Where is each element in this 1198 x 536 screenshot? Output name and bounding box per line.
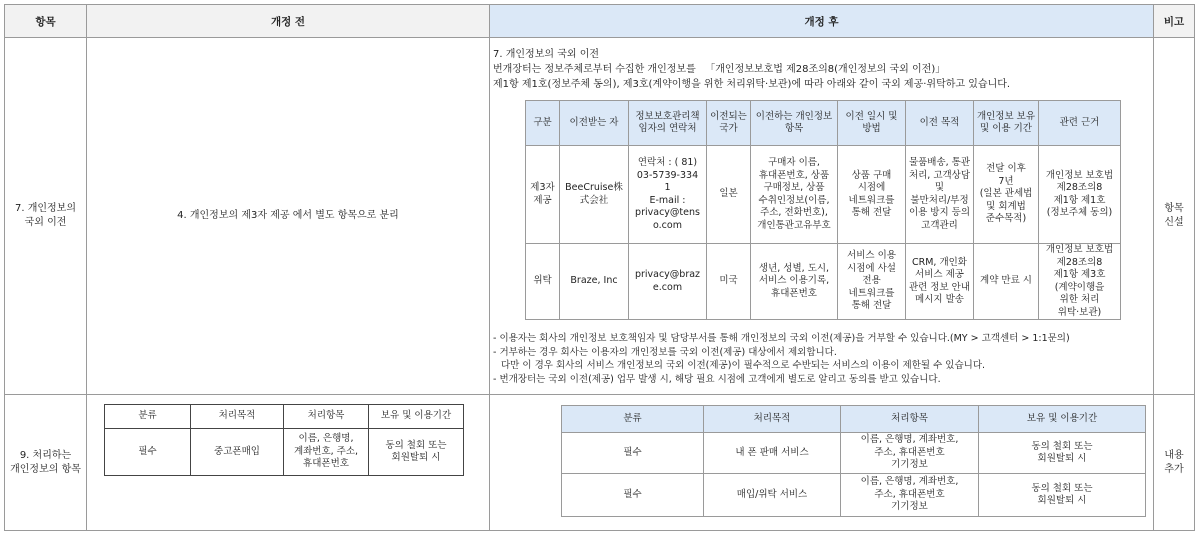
transfer-row [526, 146, 1121, 244]
row2-before [87, 395, 490, 531]
note-line-1: - 이용자는 회사의 개인정보 보호책임자 및 담당부서를 통해 개인정보의 국외 이전(제공)을 거부할 수 있습니다.(MY > 고객센터 > 1:1문의) [493, 333, 1070, 344]
transfer-cell: Braze, Inc [560, 244, 629, 320]
header-note: 비고 [1154, 5, 1195, 38]
transfer-header-3: 이전되는 국가 [707, 101, 751, 146]
section-title: 7. 개인정보의 국외 이전 [493, 49, 600, 60]
row2-item: 9. 처리하는 개인정보의 항목 [5, 395, 87, 531]
header-row [5, 5, 1195, 38]
before-items-cell: 이름, 은행명, 계좌번호, 주소, 휴대폰번호 [284, 429, 369, 476]
transfer-header-5: 이전 일시 및 방법 [838, 101, 906, 146]
after-items-cell: 동의 철회 또는 회원탈퇴 시 [979, 474, 1146, 517]
transfer-cell: 생년, 성별, 도시, 서비스 이용기록, 휴대폰번호 [751, 244, 838, 320]
header-item: 항목 [5, 5, 87, 38]
after-items-cell: 이름, 은행명, 계좌번호, 주소, 휴대폰번호 기기정보 [841, 474, 979, 517]
row2-after [490, 395, 1154, 531]
note-line-2: - 거부하는 경우 회사는 이용자의 개인정보를 국외 이전(제공) 대상에서 제외합니다. [493, 346, 837, 358]
row1-item: 7. 개인정보의 국외 이전 [5, 38, 87, 395]
after-items-row [562, 474, 1146, 517]
transfer-cell: 일본 [707, 146, 751, 244]
before-items-header-3: 보유 및 이용기간 [369, 405, 464, 429]
after-items-header-3: 보유 및 이용기간 [979, 406, 1146, 433]
transfer-cell: 제3자 제공 [526, 146, 560, 244]
transfer-cell: 개인정보 보호법 제28조의8 제1항 제3호 (계약이행을 위한 처리 위탁·보관) [1039, 244, 1121, 320]
after-items-header-1: 처리목적 [704, 406, 841, 433]
row1-note: 항목 신설 [1154, 38, 1195, 395]
transfer-cell: 상품 구매 시점에 네트워크를 통해 전달 [838, 146, 906, 244]
after-header-row [562, 406, 1146, 433]
transfer-header-4: 이전하는 개인정보 항목 [751, 101, 838, 146]
after-items-header-0: 분류 [562, 406, 704, 433]
before-items-cell: 동의 철회 또는 회원탈퇴 시 [369, 429, 464, 476]
after-items-cell: 내 폰 판매 서비스 [704, 433, 841, 474]
transfer-header-8: 관련 근거 [1039, 101, 1121, 146]
row1-after [490, 38, 1154, 395]
transfer-cell: privacy@braz e.com [629, 244, 707, 320]
before-items-cell: 필수 [105, 429, 191, 476]
before-items-cell: 중고폰매입 [191, 429, 284, 476]
before-items-row [105, 429, 464, 476]
after-items-header-2: 처리항목 [841, 406, 979, 433]
transfer-cell: 개인정보 보호법 제28조의8 제1항 제1호 (정보주체 동의) [1039, 146, 1121, 244]
note-line-3: 다만 이 경우 회사의 서비스 개인정보의 국외 이전(제공)이 필수적으로 수반되는 서비스의 이용이 제한될 수 있습니다. [501, 360, 986, 371]
transfer-header-0: 구분 [526, 101, 560, 146]
header-after: 개정 후 [490, 5, 1154, 38]
transfer-header-1: 이전받는 자 [560, 101, 629, 146]
transfer-cell: 구매자 이름, 휴대폰번호, 상품 구매정보, 상품 수취인정보(이름, 주소, 전화번호), 개인통관고유부호 [751, 146, 838, 244]
after-items-table [561, 405, 1146, 517]
transfer-cell: 위탁 [526, 244, 560, 320]
transfer-cell: 물품배송, 통관 처리, 고객상담 및 불만처리/부정 이용 방지 등의 고객관리 [906, 146, 974, 244]
after-items-cell: 이름, 은행명, 계좌번호, 주소, 휴대폰번호 기기정보 [841, 433, 979, 474]
transfer-cell: 계약 만료 시 [974, 244, 1039, 320]
before-header-row [105, 405, 464, 429]
revision-comparison-table [4, 4, 1195, 531]
after-items-row [562, 433, 1146, 474]
transfer-header-7: 개인정보 보유 및 이용 기간 [974, 101, 1039, 146]
row1-before: 4. 개인정보의 제3자 제공 에서 별도 항목으로 분리 [87, 38, 490, 395]
before-items-header-2: 처리항목 [284, 405, 369, 429]
transfer-row [526, 244, 1121, 320]
inner-header-row [526, 101, 1121, 146]
row-processed-items [5, 395, 1195, 531]
notes [493, 332, 1153, 386]
overseas-transfer-table [525, 100, 1121, 320]
intro-line-1: 번개장터는 정보주체로부터 수집한 개인정보를 「개인정보보호법 제28조의8(개인정보의 국외 이전)」 [493, 64, 946, 75]
before-items-table [104, 404, 464, 476]
header-before: 개정 전 [87, 5, 490, 38]
before-items-header-0: 분류 [105, 405, 191, 429]
after-items-cell: 동의 철회 또는 회원탈퇴 시 [979, 433, 1146, 474]
transfer-header-6: 이전 목적 [906, 101, 974, 146]
intro-line-2: 제1항 제1호(정보주체 동의), 제3호(계약이행을 위한 처리위탁·보관)에 따라 아래와 같이 국외 제공·위탁하고 있습니다. [493, 79, 1011, 90]
note-line-4: - 번개장터는 국외 이전(제공) 업무 발생 시, 해당 필요 시점에 고객에게 별도로 알리고 동의를 받고 있습니다. [493, 373, 941, 385]
transfer-cell: 미국 [707, 244, 751, 320]
row2-note: 내용 추가 [1154, 395, 1195, 531]
after-items-cell: 매입/위탁 서비스 [704, 474, 841, 517]
after-items-cell: 필수 [562, 474, 704, 517]
transfer-cell: 연락처 : ( 81) 03-5739-334 1 E-mail : privacy@tens o.com [629, 146, 707, 244]
transfer-cell: 서비스 이용 시점에 사설 전용 네트워크를 통해 전달 [838, 244, 906, 320]
transfer-cell: CRM, 개인화 서비스 제공 관련 정보 안내 메시지 발송 [906, 244, 974, 320]
transfer-cell: BeeCruise株 式会社 [560, 146, 629, 244]
row-overseas-transfer [5, 38, 1195, 395]
transfer-cell: 전달 이후 7년 (일본 관세법 및 회계법 준수목적) [974, 146, 1039, 244]
before-items-header-1: 처리목적 [191, 405, 284, 429]
transfer-header-2: 정보보호관리책임자의 연락처 [629, 101, 707, 146]
after-items-cell: 필수 [562, 433, 704, 474]
